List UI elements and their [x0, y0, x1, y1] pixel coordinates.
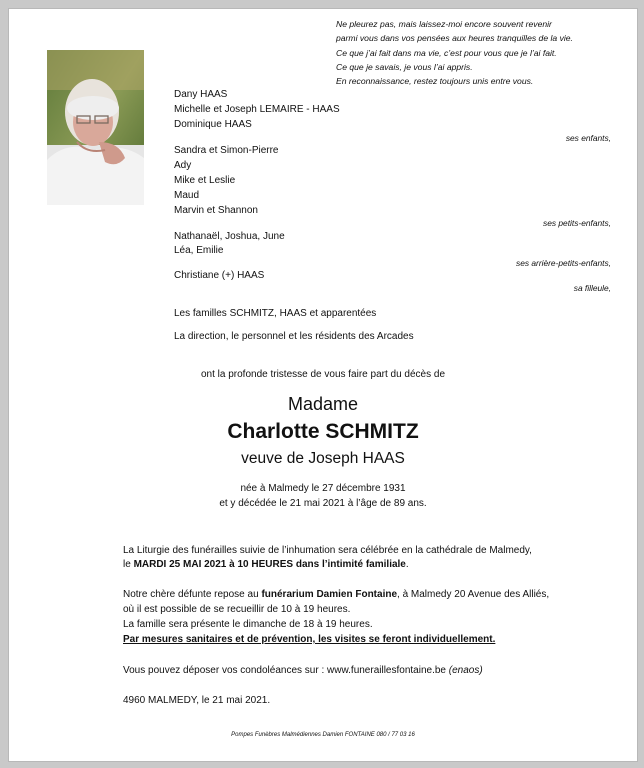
- place-date: 4960 MALMEDY, le 21 mai 2021.: [123, 695, 271, 706]
- honorific: Madame: [287, 394, 359, 414]
- poem-line: En reconnaissance, restez toujours unis entre vous.: [336, 76, 534, 87]
- poem-line: Ne pleurez pas, mais laissez-moi encore souvent revenir: [336, 19, 552, 29]
- sanitary-notice: Par mesures sanitaires et de prévention, les visites se feront individuellement.: [123, 634, 496, 645]
- portrait-photo: [47, 50, 144, 205]
- family-member: Ady: [174, 160, 192, 171]
- role-label: ses enfants,: [565, 133, 611, 143]
- obituary-page: [8, 8, 638, 762]
- poem-line: Ce que je savais, je vous l’ai appris.: [336, 61, 473, 72]
- funeral-date-line: [123, 559, 409, 570]
- deceased-name: Charlotte SCHMITZ: [227, 420, 419, 443]
- birth-line: née à Malmedy le 27 décembre 1931: [240, 483, 406, 494]
- family-member: Michelle et Joseph LEMAIRE - HAAS: [174, 104, 340, 115]
- role-label: ses arrière-petits-enfants,: [516, 258, 611, 268]
- widow-line: veuve de Joseph HAAS: [241, 450, 405, 467]
- poem-line: parmi vous dans vos pensées aux heures tranquilles de la vie.: [336, 33, 573, 44]
- repose-line: [123, 589, 549, 600]
- families-line: Les familles SCHMITZ, HAAS et apparentées: [174, 308, 377, 319]
- family-member: Léa, Emilie: [174, 245, 224, 256]
- poem: [336, 17, 626, 88]
- family-presence-line: La famille sera présente le dimanche de 18 à 19 heures.: [123, 619, 373, 630]
- family-member: Marvin et Shannon: [174, 205, 258, 216]
- role-label: ses petits-enfants,: [543, 218, 611, 228]
- direction-line: La direction, le personnel et les résidents des Arcades: [174, 331, 414, 342]
- family-member: Christiane (+) HAAS: [174, 270, 265, 281]
- family-member: Maud: [174, 190, 200, 201]
- family-member: Sandra et Simon-Pierre: [174, 145, 279, 156]
- funeral-home: funérarium Damien Fontaine: [261, 589, 398, 600]
- funeral-line: La Liturgie des funérailles suivie de l’inhumation sera célébrée en la cathédrale de Malmedy,: [123, 545, 532, 556]
- condolences-line: [123, 665, 483, 676]
- funeral-date-prefix: le: [123, 559, 134, 570]
- family-member: Nathanaël, Joshua, June: [174, 231, 285, 242]
- visit-hours-line: où il est possible de se recueillir de 10 à 19 heures.: [123, 604, 351, 615]
- family-member: Dany HAAS: [174, 89, 228, 100]
- family-member: Mike et Leslie: [174, 175, 236, 186]
- funeral-date-suffix: .: [405, 559, 409, 570]
- footer: Pompes Funèbres Malmédiennes Damien FONTAINE 080 / 77 03 16: [231, 732, 415, 738]
- family-member: Dominique HAAS: [174, 119, 252, 130]
- death-line: et y décédée le 21 mai 2021 à l’âge de 89 ans.: [219, 498, 427, 509]
- funeral-date: MARDI 25 MAI 2021 à 10 HEURES dans l’intimité familiale: [133, 559, 406, 570]
- condolences-note: (enaos): [448, 665, 483, 676]
- repose-prefix: Notre chère défunte repose au: [123, 589, 262, 600]
- condolences-text: Vous pouvez déposer vos condoléances sur : www.funeraillesfontaine.be: [123, 665, 449, 676]
- poem-line: Ce que j’ai fait dans ma vie, c’est pour vous que je l’ai fait.: [336, 47, 557, 58]
- role-label: sa filleule,: [573, 283, 611, 293]
- repose-suffix: , à Malmedy 20 Avenue des Alliés,: [397, 589, 550, 600]
- announcement-intro: ont la profonde tristesse de vous faire part du décès de: [200, 369, 446, 380]
